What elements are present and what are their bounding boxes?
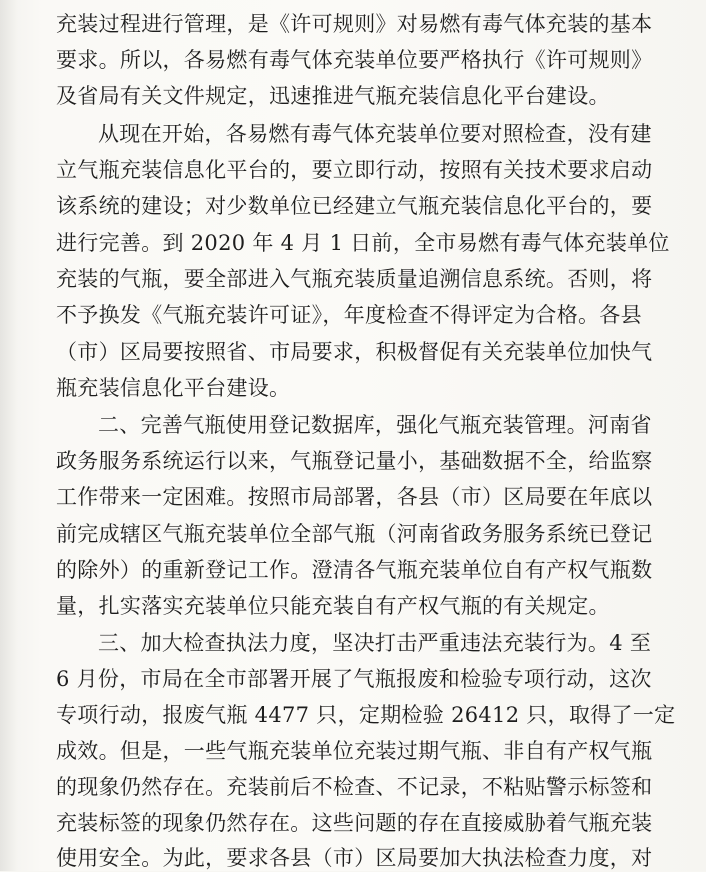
text-line: 瓶充装信息化平台建设。 bbox=[56, 376, 291, 400]
text-line: 二、完善气瓶使用登记数据库，强化气瓶充装管理。河南省 bbox=[98, 413, 652, 437]
text-line: 成效。但是，一些气瓶充装单位充装过期气瓶、非自有产权气瓶 bbox=[56, 739, 653, 763]
text-line: 该系统的建设；对少数单位已经建立气瓶充装信息化平台的，要 bbox=[56, 194, 653, 218]
text-line: 及省局有关文件规定，迅速推进气瓶充装信息化平台建设。 bbox=[56, 84, 610, 108]
text-line: 进行完善。到 2020 年 4 月 1 日前，全市易燃有毒气体充装单位 bbox=[56, 231, 670, 255]
text-line: 的除外）的重新登记工作。澄清各气瓶充装单位自有产权气瓶数 bbox=[56, 558, 653, 582]
text-line: 要求。所以，各易燃有毒气体充装单位要严格执行《许可规则》 bbox=[56, 48, 653, 72]
text-line: 从现在开始，各易燃有毒气体充装单位要对照检查，没有建 bbox=[98, 122, 652, 146]
text-line: （市）区局要按照省、市局要求，积极督促有关充装单位加快气 bbox=[56, 340, 653, 364]
text-line: 工作带来一定困难。按照市局部署，各县（市）区局要在年底以 bbox=[56, 485, 653, 509]
text-line: 充装标签的现象仍然存在。这些问题的存在直接威胁着气瓶充装 bbox=[56, 811, 653, 835]
text-line: 前完成辖区气瓶充装单位全部气瓶（河南省政务服务系统已登记 bbox=[56, 522, 653, 546]
text-line: 充装的气瓶，要全部进入气瓶充装质量追溯信息系统。否则，将 bbox=[56, 267, 653, 291]
text-line: 政务服务系统运行以来，气瓶登记量小，基础数据不全，给监察 bbox=[56, 449, 653, 473]
text-line: 专项行动，报废气瓶 4477 只，定期检验 26412 只，取得了一定 bbox=[56, 703, 676, 727]
text-line: 充装过程进行管理，是《许可规则》对易燃有毒气体充装的基本 bbox=[56, 12, 653, 36]
text-line: 的现象仍然存在。充装前后不检查、不记录，不粘贴警示标签和 bbox=[56, 775, 653, 799]
text-line: 不予换发《气瓶充装许可证》，年度检查不得评定为合格。各县 bbox=[56, 303, 642, 327]
text-line: 使用安全。为此，要求各县（市）区局要加大执法检查力度，对 bbox=[56, 846, 653, 870]
text-line: 6 月份，市局在全市部署开展了气瓶报废和检验专项行动，这次 bbox=[56, 667, 652, 691]
scan-edge-shadow bbox=[0, 0, 18, 871]
text-line: 量，扎实落实充装单位只能充装自有产权气瓶的有关规定。 bbox=[56, 594, 610, 618]
text-line: 立气瓶充装信息化平台的，要立即行动，按照有关技术要求启动 bbox=[56, 158, 653, 182]
text-line: 三、加大检查执法力度，坚决打击严重违法充装行为。4 至 bbox=[98, 631, 652, 655]
